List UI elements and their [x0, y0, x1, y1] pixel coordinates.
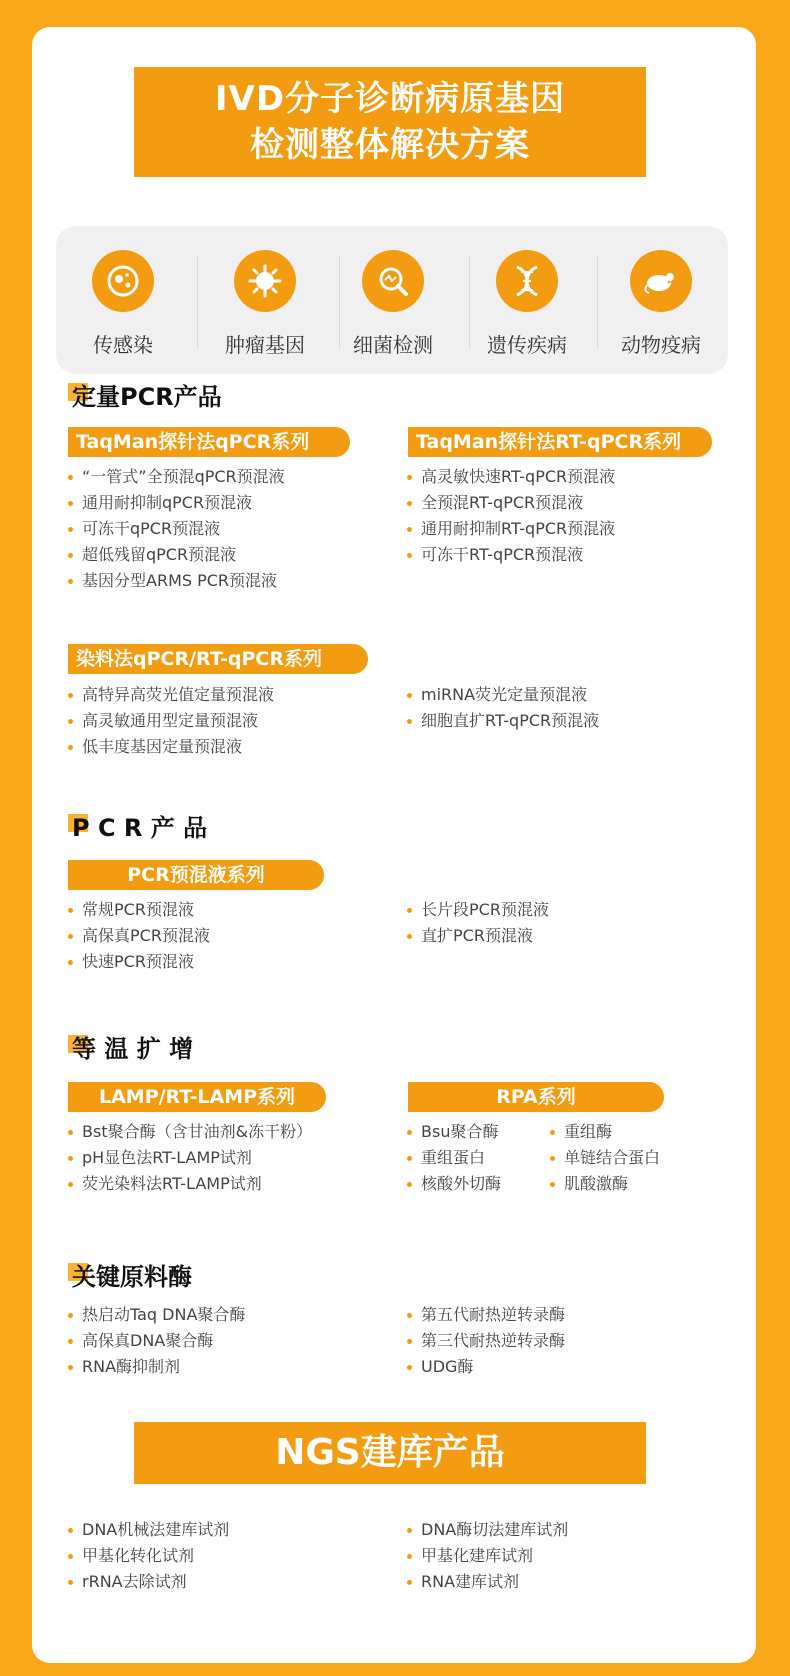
list-item: pH显色法RT-LAMP试剂 [66, 1145, 312, 1171]
section-title-enzymes [72, 1257, 192, 1292]
list-item: Bst聚合酶（含甘油剂&冻干粉） [66, 1119, 312, 1145]
category-animal[interactable] [594, 226, 728, 374]
list-item: UDG酶 [405, 1354, 565, 1380]
page-title-line1: IVD分子诊断病原基因 [214, 79, 566, 119]
tag-pcr-premix: PCR预混液系列 [68, 860, 324, 890]
section-title-text: 关键原料酶 [72, 1263, 192, 1291]
list-item: 肌酸激酶 [548, 1171, 660, 1197]
taqman-qpcr-list [66, 464, 285, 594]
list-item: DNA机械法建库试剂 [66, 1517, 229, 1543]
tag-taqman-qpcr: TaqMan探针法qPCR系列 [68, 427, 350, 457]
taqman-rt-qpcr-list [405, 464, 615, 568]
category-label: 动物疫病 [621, 333, 701, 357]
magnifier-icon [362, 250, 424, 312]
list-item: RNA建库试剂 [405, 1569, 568, 1595]
list-item: 甲基化转化试剂 [66, 1543, 229, 1569]
tag-rpa: RPA系列 [408, 1082, 664, 1112]
list-item: 核酸外切酶 [405, 1171, 501, 1197]
section-title-text: 等 温 扩 增 [72, 1035, 194, 1063]
enzymes-list-left [66, 1302, 245, 1380]
lamp-list [66, 1119, 312, 1197]
list-item: miRNA荧光定量预混液 [405, 682, 599, 708]
list-item: 长片段PCR预混液 [405, 897, 549, 923]
rpa-list-col2 [548, 1119, 660, 1197]
list-item: 低丰度基因定量预混液 [66, 734, 274, 760]
list-item: 可冻干RT-qPCR预混液 [405, 542, 615, 568]
list-item: 细胞直扩RT-qPCR预混液 [405, 708, 599, 734]
pcr-list-left [66, 897, 210, 975]
ngs-list-right [405, 1517, 568, 1595]
list-item: rRNA去除试剂 [66, 1569, 229, 1595]
list-item: 超低残留qPCR预混液 [66, 542, 285, 568]
list-item: 单链结合蛋白 [548, 1145, 660, 1171]
list-item: 热启动Taq DNA聚合酶 [66, 1302, 245, 1328]
pcr-list-right [405, 897, 549, 949]
mouse-icon [630, 250, 692, 312]
tag-taqman-rt-qpcr: TaqMan探针法RT-qPCR系列 [408, 427, 712, 457]
category-label: 传感染 [93, 333, 153, 357]
list-item: DNA酶切法建库试剂 [405, 1517, 568, 1543]
category-label: 肿瘤基因 [225, 333, 305, 357]
section-title-pcr [72, 808, 207, 843]
content-card [32, 27, 756, 1663]
list-item: 通用耐抑制RT-qPCR预混液 [405, 516, 615, 542]
category-genetic[interactable] [460, 226, 594, 374]
section-title-text: P C R 产 品 [72, 814, 208, 842]
list-item: 高灵敏快速RT-qPCR预混液 [405, 464, 615, 490]
section-title-text: 定量PCR产品 [72, 383, 222, 411]
category-bar [56, 226, 728, 374]
dna-helix-icon [496, 250, 558, 312]
tag-lamp: LAMP/RT-LAMP系列 [68, 1082, 326, 1112]
tag-dye-qpcr: 染料法qPCR/RT-qPCR系列 [68, 644, 368, 674]
list-item: 甲基化建库试剂 [405, 1543, 568, 1569]
enzymes-list-right [405, 1302, 565, 1380]
ngs-list-left [66, 1517, 229, 1595]
list-item: 第五代耐热逆转录酶 [405, 1302, 565, 1328]
list-item: 高保真PCR预混液 [66, 923, 210, 949]
list-item: 快速PCR预混液 [66, 949, 210, 975]
section-title-qpcr [72, 377, 222, 412]
list-item: 基因分型ARMS PCR预混液 [66, 568, 285, 594]
list-item: 荧光染料法RT-LAMP试剂 [66, 1171, 312, 1197]
category-bacteria[interactable] [326, 226, 460, 374]
list-item: 高保真DNA聚合酶 [66, 1328, 245, 1354]
list-item: 常规PCR预混液 [66, 897, 210, 923]
list-item: “一管式”全预混qPCR预混液 [66, 464, 285, 490]
section-title-isothermal [72, 1029, 193, 1064]
list-item: 通用耐抑制qPCR预混液 [66, 490, 285, 516]
list-item: RNA酶抑制剂 [66, 1354, 245, 1380]
bacteria-dish-icon [92, 250, 154, 312]
tumor-cell-icon [234, 250, 296, 312]
list-item: 第三代耐热逆转录酶 [405, 1328, 565, 1354]
list-item: 全预混RT-qPCR预混液 [405, 490, 615, 516]
list-item: 直扩PCR预混液 [405, 923, 549, 949]
category-infection[interactable] [56, 226, 190, 374]
dye-qpcr-list-right [405, 682, 599, 734]
list-item: Bsu聚合酶 [405, 1119, 501, 1145]
list-item: 高特异高荧光值定量预混液 [66, 682, 274, 708]
list-item: 高灵敏通用型定量预混液 [66, 708, 274, 734]
page-title-line2: 检测整体解决方案 [250, 125, 530, 165]
list-item: 可冻干qPCR预混液 [66, 516, 285, 542]
list-item: 重组蛋白 [405, 1145, 501, 1171]
ngs-banner: NGS建库产品 [134, 1422, 646, 1484]
category-tumor[interactable] [198, 226, 332, 374]
rpa-list-col1 [405, 1119, 501, 1197]
category-label: 遗传疾病 [487, 333, 567, 357]
list-item: 重组酶 [548, 1119, 660, 1145]
dye-qpcr-list-left [66, 682, 274, 760]
page-title-banner [134, 67, 646, 177]
category-label: 细菌检测 [353, 333, 433, 357]
